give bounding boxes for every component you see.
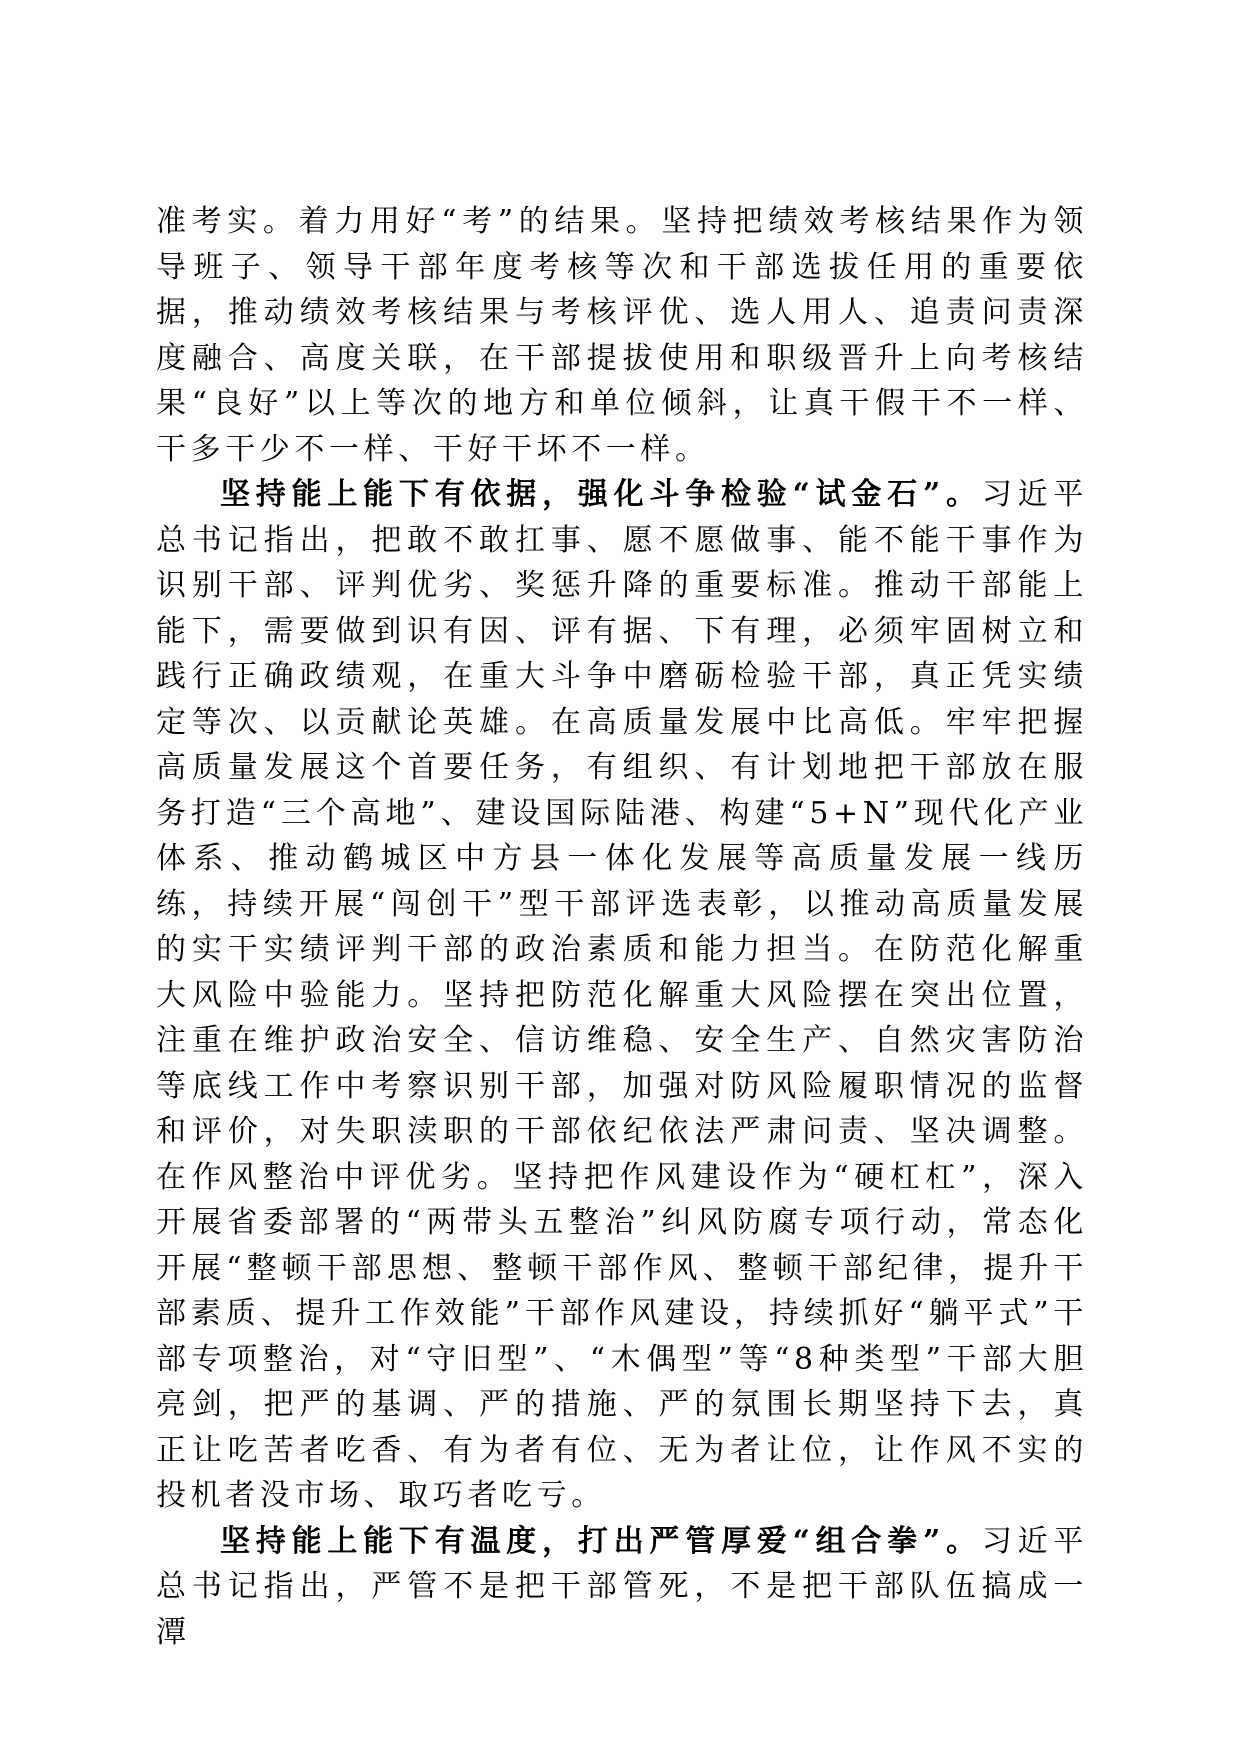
paragraph-2 <box>156 472 1088 1519</box>
paragraph-1 <box>156 199 1088 472</box>
paragraph-3-text: 习近平总书记指出，严管不是把干部管死，不是把干部队伍搞成一潭 <box>156 1523 1088 1650</box>
document-body <box>156 199 1088 1655</box>
paragraph-2-heading: 坚持能上能下有依据，强化斗争检验“试金石”。 <box>220 477 982 512</box>
paragraph-1-text: 准考实。着力用好“考”的结果。坚持把绩效考核结果作为领导班子、领导干部年度考核等次和干部选拔任用的重要依据，推动绩效考核结果与考核评优、选人用人、追责问责深度融合、高度关联，在干部提拔使用和职级晋升上向考核结果“良好”以上等次的地方和单位倾斜，让真干假干不一样、干多干少不一样、干好干坏不一样。 <box>156 204 1088 467</box>
paragraph-3 <box>156 1519 1088 1656</box>
paragraph-2-text: 习近平总书记指出，把敢不敢扛事、愿不愿做事、能不能干事作为识别干部、评判优劣、奖惩升降的重要标准。推动干部能上能下，需要做到识有因、评有据、下有理，必须牢固树立和践行正确政绩观，在重大斗争中磨砺检验干部，真正凭实绩定等次、以贡献论英雄。在高质量发展中比高低。牢牢把握高质量发展这个首要任务，有组织、有计划地把干部放在服务打造“三个高地”、建设国际陆港、构建“5+N”现代化产业体系、推动鹤城区中方县一体化发展等高质量发展一线历练，持续开展“闯创干”型干部评选表彰，以推动高质量发展的实干实绩评判干部的政治素质和能力担当。在防范化解重大风险中验能力。坚持把防范化解重大风险摆在突出位置，注重在维护政治安全、信访维稳、安全生产、自然灾害防治等底线工作中考察识别干部，加强对防风险履职情况的监督和评价，对失职渎职的干部依纪依法严肃问责、坚决调整。在作风整治中评优劣。坚持把作风建设作为“硬杠杠”，深入开展省委部署的“两带头五整治”纠风防腐专项行动，常态化开展“整顿干部思想、整顿干部作风、整顿干部纪律，提升干部素质、提升工作效能”干部作风建设，持续抓好“躺平式”干部专项整治，对“守旧型”、“木偶型”等“8种类型”干部大胆亮剑，把严的基调、严的措施、严的氛围长期坚持下去，真正让吃苦者吃香、有为者有位、无为者让位，让作风不实的投机者没市场、取巧者吃亏。 <box>156 477 1088 1513</box>
paragraph-3-heading: 坚持能上能下有温度，打出严管厚爱“组合拳”。 <box>220 1523 982 1559</box>
